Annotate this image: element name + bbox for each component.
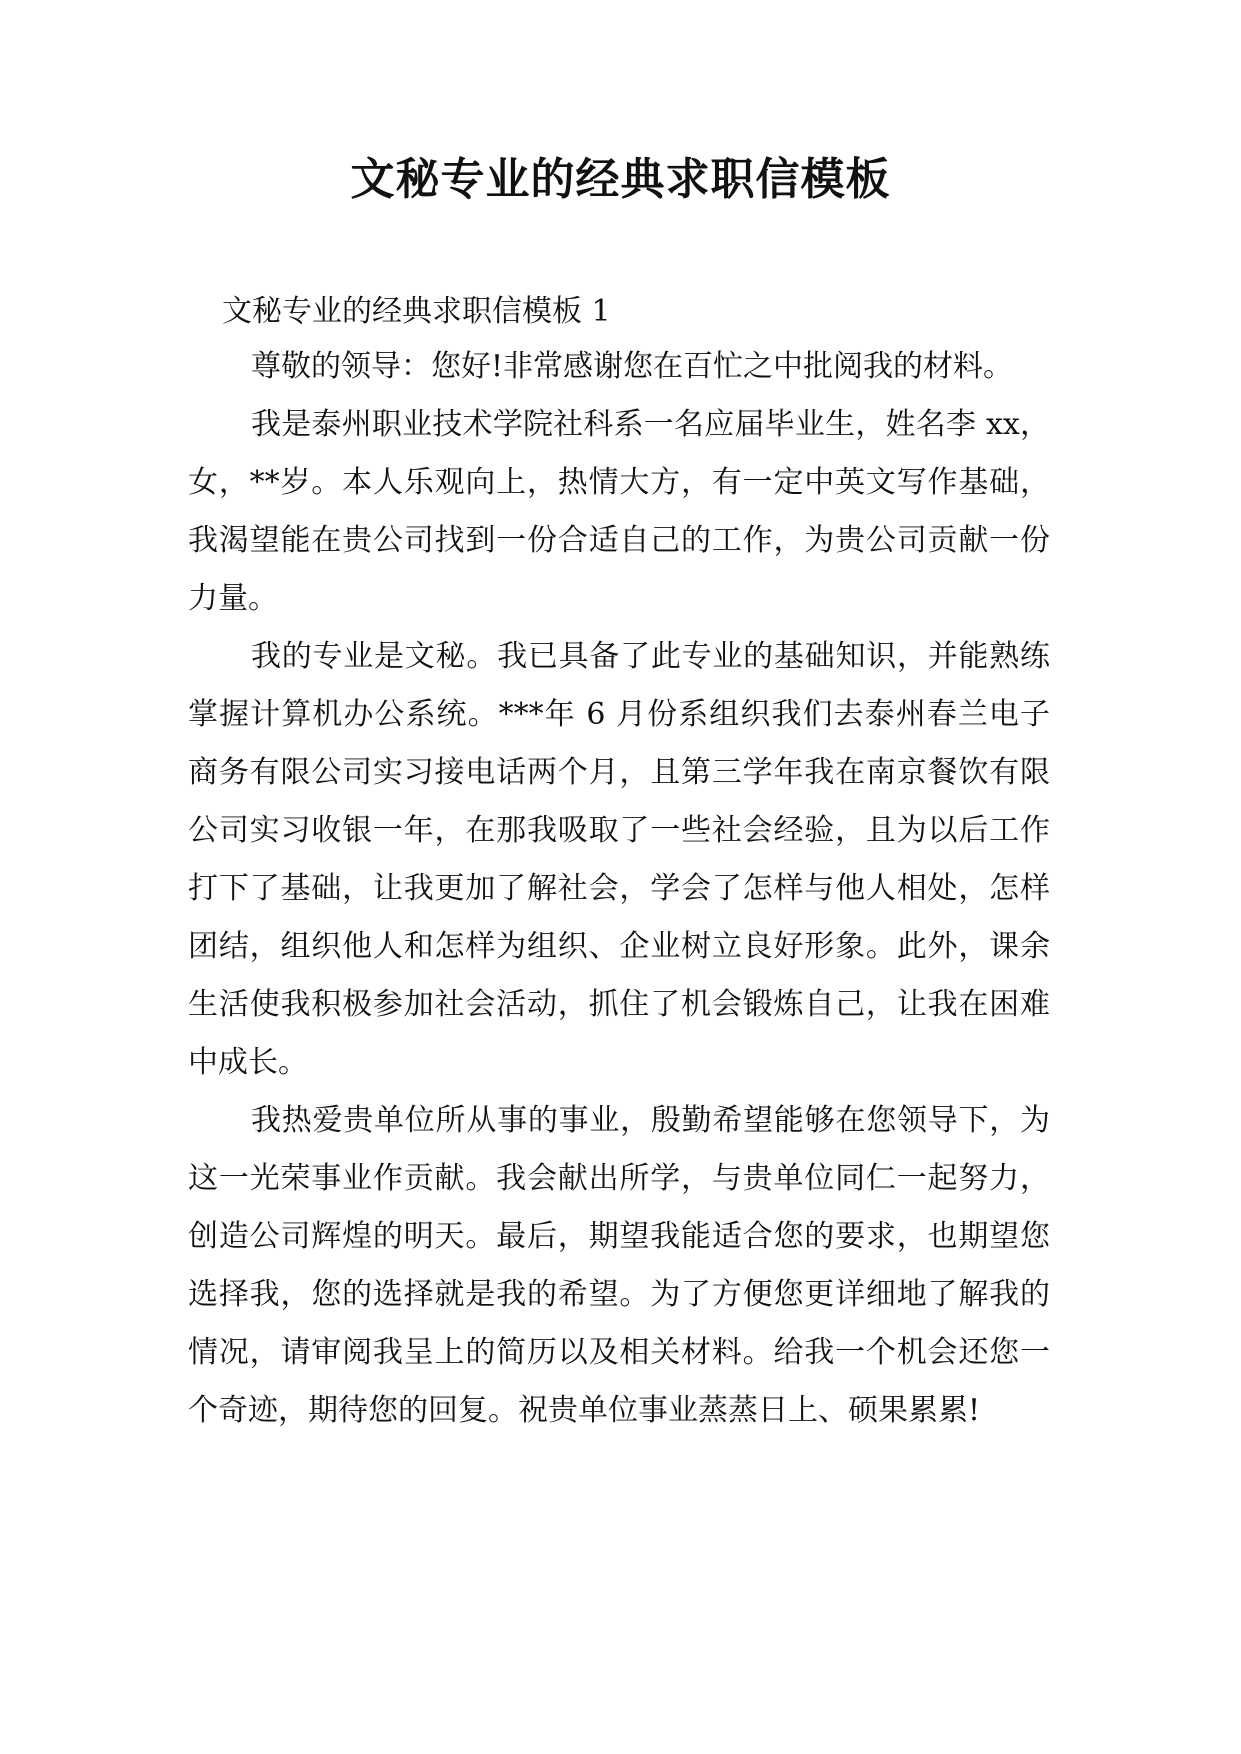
paragraph-greeting: 尊敬的领导：您好!非常感谢您在百忙之中批阅我的材料。: [251, 349, 1014, 384]
letter-body: [188, 338, 1050, 1440]
paragraph-closing: 我热爱贵单位所从事的事业，殷勤希望能够在您领导下，为这一光荣事业作贡献。我会献出所学，与贵单位同仁一起努力，创造公司辉煌的明天。最后，期望我能适合您的要求，也期望您选择我，您的选择就是我的希望。为了方便您更详细地了解我的情况，请审阅我呈上的简历以及相关材料。给我一个机会还您一个奇迹，期待您的回复。祝贵单位事业蒸蒸日上、硕果累累!: [188, 1103, 1050, 1428]
paragraph-experience: 我的专业是文秘。我已具备了此专业的基础知识，并能熟练掌握计算机办公系统。***年 6 月份系组织我们去泰州春兰电子商务有限公司实习接电话两个月，且第三学年我在南京餐饮有限公司实习收银一年，在那我吸取了一些社会经验，且为以后工作打下了基础，让我更加了解社会，学会了怎样与他人相处，怎样团结，组织他人和怎样为组织、企业树立良好形象。此外，课余生活使我积极参加社会活动，抓住了机会锻炼自己，让我在困难中成长。: [188, 639, 1050, 1080]
document-subtitle: 文秘专业的经典求职信模板 1: [222, 294, 611, 329]
document-title: 文秘专业的经典求职信模板: [350, 154, 891, 205]
paragraph-introduction: 我是泰州职业技术学院社科系一名应届毕业生，姓名李 xx，女，**岁。本人乐观向上，热情大方，有一定中英文写作基础，我渴望能在贵公司找到一份合适自己的工作，为贵公司贡献一份力量。: [188, 407, 1050, 616]
